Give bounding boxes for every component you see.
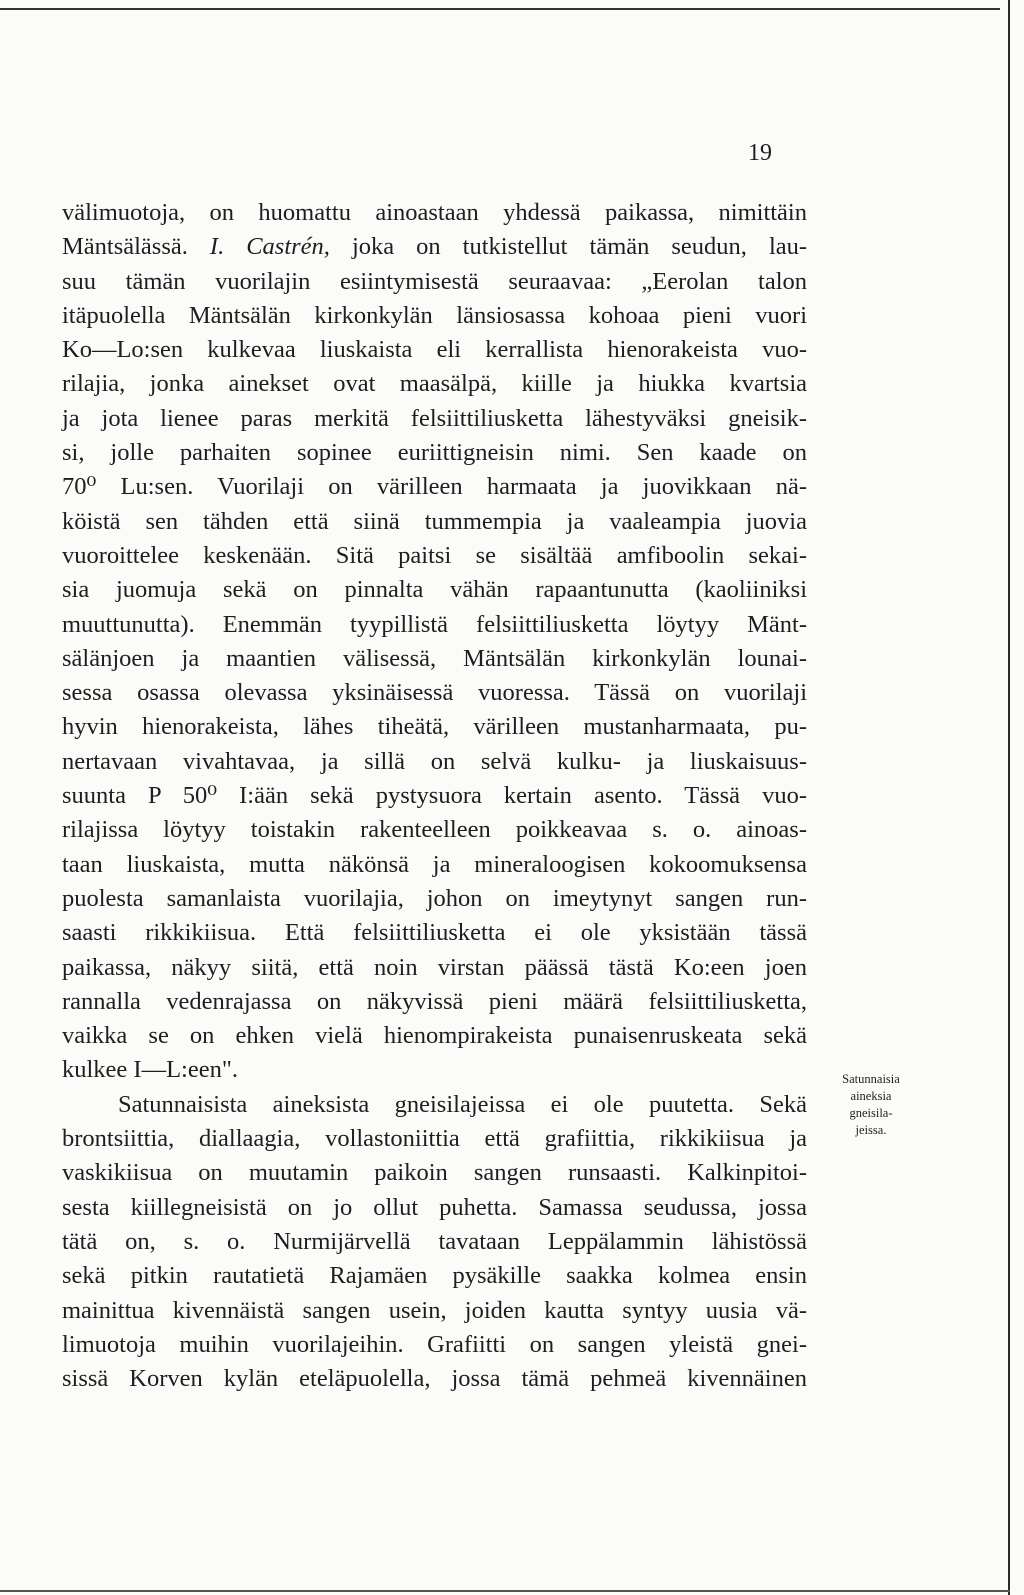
- text-line: vaikka se on ehken vielä hienompirakeista punaisenruskeata sekä: [62, 1022, 807, 1050]
- text-line: köistä sen tähden että siinä tummempia ja vaaleampia juovia: [62, 507, 807, 535]
- bottom-border-line: [0, 1590, 1010, 1592]
- text-segment: Mäntsälässä.: [62, 233, 188, 261]
- text-line: brontsiittia, diallaagia, vollastoniittia että grafiittia, rikkikiisua ja: [62, 1125, 807, 1153]
- text-line: itäpuolella Mäntsälän kirkonkylän länsiosassa kohoaa pieni vuori: [62, 301, 807, 329]
- text-line: sia juomuja sekä on pinnalta vähän rapaantunutta (kaoliiniksi: [62, 576, 807, 604]
- text-line: kulkee I—L:een".: [62, 1056, 238, 1084]
- text-line: nertavaan vivahtavaa, ja sillä on selvä kulku- ja liuskaisuus-: [62, 747, 807, 775]
- margin-note-line: jeissa.: [855, 1123, 887, 1137]
- text-line: välimuotoja, on huomattu ainoastaan yhdessä paikassa, nimittäin: [62, 199, 807, 226]
- text-line: rilajia, jonka ainekset ovat maasälpä, kiille ja hiukka kvartsia: [62, 370, 807, 398]
- text-line: sissä Korven kylän eteläpuolella, jossa tämä pehmeä kivennäinen: [62, 1365, 807, 1393]
- margin-note-line: aineksia: [850, 1089, 892, 1103]
- text-line: rilajissa löytyy toistakin rakenteelleen poikkeavaa s. o. ainoas-: [62, 816, 807, 844]
- page-number: 19: [748, 140, 772, 166]
- text-line: puolesta samanlaista vuorilajia, johon on imeytynyt sangen run-: [62, 884, 807, 912]
- text-line: [62, 230, 807, 264]
- text-line: suunta P 50⁰ I:ään sekä pystysuora kertain asento. Tässä vuo-: [62, 782, 807, 810]
- text-line: ja jota lienee paras merkitä felsiittiliusketta lähestyväksi gneisik-: [62, 404, 807, 432]
- right-border-line: [1008, 0, 1010, 1595]
- top-border-line: [0, 8, 1000, 10]
- text-line: mainittua kivennäistä sangen usein, joiden kautta syntyy uusia vä-: [62, 1296, 807, 1324]
- text-line: suu tämän vuorilajin esiintymisestä seuraavaa: „Eerolan talon: [62, 267, 807, 295]
- margin-note-line: Satunnaisia: [842, 1072, 900, 1086]
- text-line: rannalla vedenrajassa on näkyvissä pieni määrä felsiittiliusketta,: [62, 987, 807, 1015]
- text-line: muuttunutta). Enemmän tyypillistä felsiittiliusketta löytyy Mänt-: [62, 610, 807, 638]
- text-line: vuoroittelee keskenään. Sitä paitsi se sisältää amfiboolin sekai-: [62, 541, 807, 569]
- text-line: sekä pitkin rautatietä Rajamäen pysäkille saakka kolmea ensin: [62, 1262, 807, 1290]
- text-line: si, jolle parhaiten sopinee euriittigneisin nimi. Sen kaade on: [62, 439, 807, 467]
- text-line: saasti rikkikiisua. Että felsiittiliusketta ei ole yksistään tässä: [62, 919, 807, 947]
- paragraph-2: [62, 1088, 807, 1397]
- text-line: 70⁰ Lu:sen. Vuorilaji on värilleen harmaata ja juovikkaan nä-: [62, 473, 807, 501]
- text-line: hyvin hienorakeista, lähes tiheätä, värilleen mustanharmaata, pu-: [62, 713, 807, 741]
- author-name: I. Castrén,: [209, 233, 330, 261]
- text-line: sesta kiillegneisistä on jo ollut puhetta. Samassa seudussa, jossa: [62, 1193, 807, 1221]
- text-line: tätä on, s. o. Nurmijärvellä tavataan Leppälammin lähistössä: [62, 1227, 807, 1255]
- margin-note: [832, 1071, 910, 1139]
- text-line: paikassa, näkyy siitä, että noin virstan päässä tästä Ko:een joen: [62, 953, 807, 981]
- text-line: sessa osassa olevassa yksinäisessä vuoressa. Tässä on vuorilaji: [62, 679, 807, 707]
- text-line: Ko—Lo:sen kulkevaa liuskaista eli kerrallista hienorakeista vuo-: [62, 336, 807, 364]
- text-line: taan liuskaista, mutta näkönsä ja mineraloogisen kokoomuksensa: [62, 850, 807, 878]
- body-text: [62, 196, 807, 1396]
- text-line: sälänjoen ja maantien välisessä, Mäntsälän kirkonkylän lounai-: [62, 644, 807, 672]
- text-segment: joka on tutkistellut tämän seudun, lau-: [351, 233, 808, 261]
- paragraph-1: [62, 196, 807, 1088]
- margin-note-line: gneisila-: [849, 1106, 893, 1120]
- text-line: vaskikiisua on muutamin paikoin sangen runsaasti. Kalkinpitoi-: [62, 1159, 807, 1187]
- text-line: Satunnaisista aineksista gneisilajeissa ei ole puutetta. Sekä: [118, 1090, 807, 1118]
- text-line: limuotoja muihin vuorilajeihin. Grafiitti on sangen yleistä gnei-: [62, 1330, 807, 1358]
